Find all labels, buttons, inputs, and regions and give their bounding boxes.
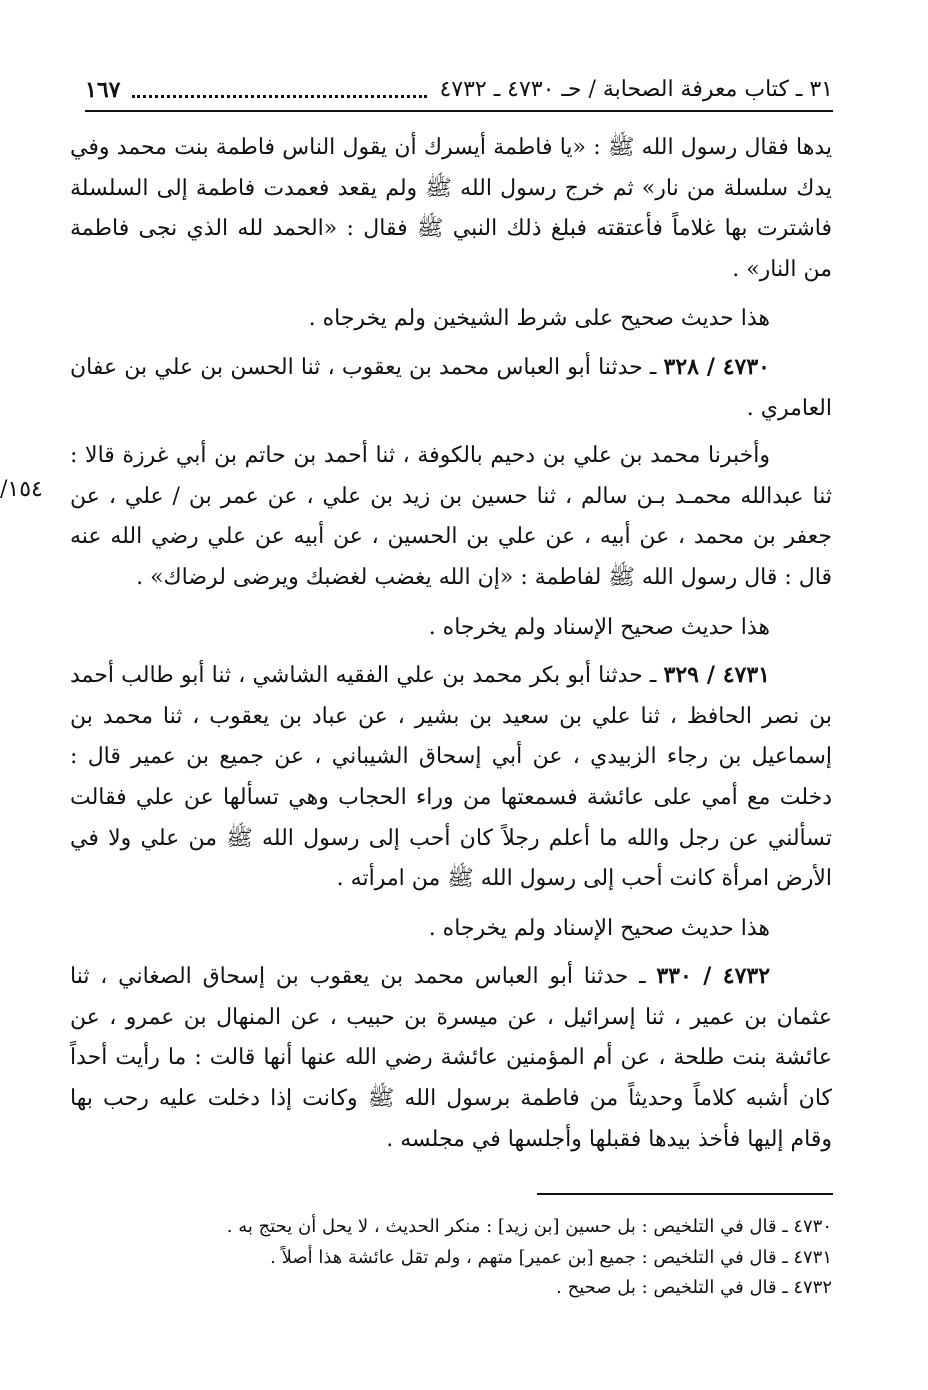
hadith-number: ٤٧٣١ / ٣٢٩	[663, 662, 770, 689]
hadith-4732	[70, 956, 832, 1160]
hadith-number: ٤٧٣٠ / ٣٢٨	[663, 353, 770, 380]
footnote-4732: ٤٧٣٢ ـ قال في التلخيص : بل صحيح .	[556, 1277, 832, 1298]
hadith-text: ـ حدثنا أبو العباس محمد بن يعقوب بن إسحاق الصغاني ، ثنا عثمان بن عمير ، ثنا إسرائيل ، عن ميسرة بن حبيب ، عن المنهال بن عمرو ، عن عائشة بنت طلحة ، عن أم المؤمنين عائشة رضي الله عنها أنها قالت : ما رأيت أحداً كان أشبه كلاماً وحديثاً من فاطمة برسول الله ﷺ وكانت إذا دخلت عليه رحب بها وقام إليها فأخذ بيدها فقبلها وأجلسها في مجلسه .	[70, 964, 833, 1152]
main-text	[70, 128, 832, 1160]
leader-dots	[132, 95, 427, 98]
hadith-4730	[70, 347, 832, 429]
hadith-number: ٤٧٣٢ / ٣٣٠	[656, 963, 771, 990]
footnote-4731: ٤٧٣١ ـ قال في التلخيص : جميع [بن عمير] متهم ، ولم تقل عائشة هذا أصلاً .	[270, 1246, 832, 1268]
hadith-text: ـ حدثنا أبو العباس محمد بن يعقوب ، ثنا الحسن بن علي بن عفان العامري .	[70, 354, 832, 421]
page-header	[85, 70, 833, 112]
footnote-separator	[537, 1193, 833, 1195]
page-number: ١٦٧	[85, 77, 121, 103]
hadith-4731	[70, 655, 832, 900]
margin-folio-note: ١٥٤/	[0, 477, 43, 502]
footnote-4730: ٤٧٣٠ ـ قال في التلخيص : بل حسين [بن زيد] : منكر الحديث ، لا يحل أن يحتج به .	[226, 1216, 832, 1237]
grading-note: هذا حديث صحيح الإسناد ولم يخرجاه .	[428, 915, 770, 941]
grading-note: هذا حديث صحيح على شرط الشيخين ولم يخرجاه .	[308, 306, 770, 332]
paragraph-continuation: يدها فقال رسول الله ﷺ : «يا فاطمة أيسرك أن يقول الناس فاطمة بنت محمد وفي يدك سلسلة من نار» ثم خرج رسول الله ﷺ ولم يقعد فعمدت فاطمة إلى السلسلة فاشترت بها غلاماً فأعتقته فبلغ ذلك النبي ﷺ فقال : «الحمد لله الذي نجى فاطمة من النار» .	[70, 135, 832, 282]
running-title: ٣١ ـ كتاب معرفة الصحابة / حـ ٤٧٣٠ ـ ٤٧٣٢	[439, 77, 833, 102]
grading-note: هذا حديث صحيح الإسناد ولم يخرجاه .	[428, 614, 770, 640]
hadith-4730-chain: وأخبرنا محمد بن علي بن دحيم بالكوفة ، ثنا أحمد بن حاتم بن أبي غرزة قالا : ثنا عبدالله محمـد بـن سالم ، ثنا حسين بن زيد بن علي ، عن عمر بن / علي ، عن جعفر بن محمد ، عن أبيه ، عن علي بن الحسين ، عن أبيه عن علي رضي الله عنه قال : قال رسول الله ﷺ لفاطمة : «إن الله يغضب لغضبك ويرضى لرضاك» .	[70, 443, 832, 590]
hadith-text: ـ حدثنا أبو بكر محمد بن علي الفقيه الشاشي ، ثنا أبو طالب أحمد بن نصر الحافظ ، ثنا علي بن سعيد بن بشير ، عن عباد بن يعقوب ، ثنا محمد بن إسماعيل بن رجاء الزبيدي ، عن أبي إسحاق الشيباني ، عن جميع بن عمير قال : دخلت مع أمي على عائشة فسمعتها من وراء الحجاب وهي تسألها عن علي فقالت تسألني عن رجل والله ما أعلم رجلاً كان أحب إلى رسول الله ﷺ من علي ولا في الأرض امرأة كانت أحب إلى رسول الله ﷺ من امرأته .	[70, 663, 832, 892]
footnotes	[70, 1212, 832, 1304]
